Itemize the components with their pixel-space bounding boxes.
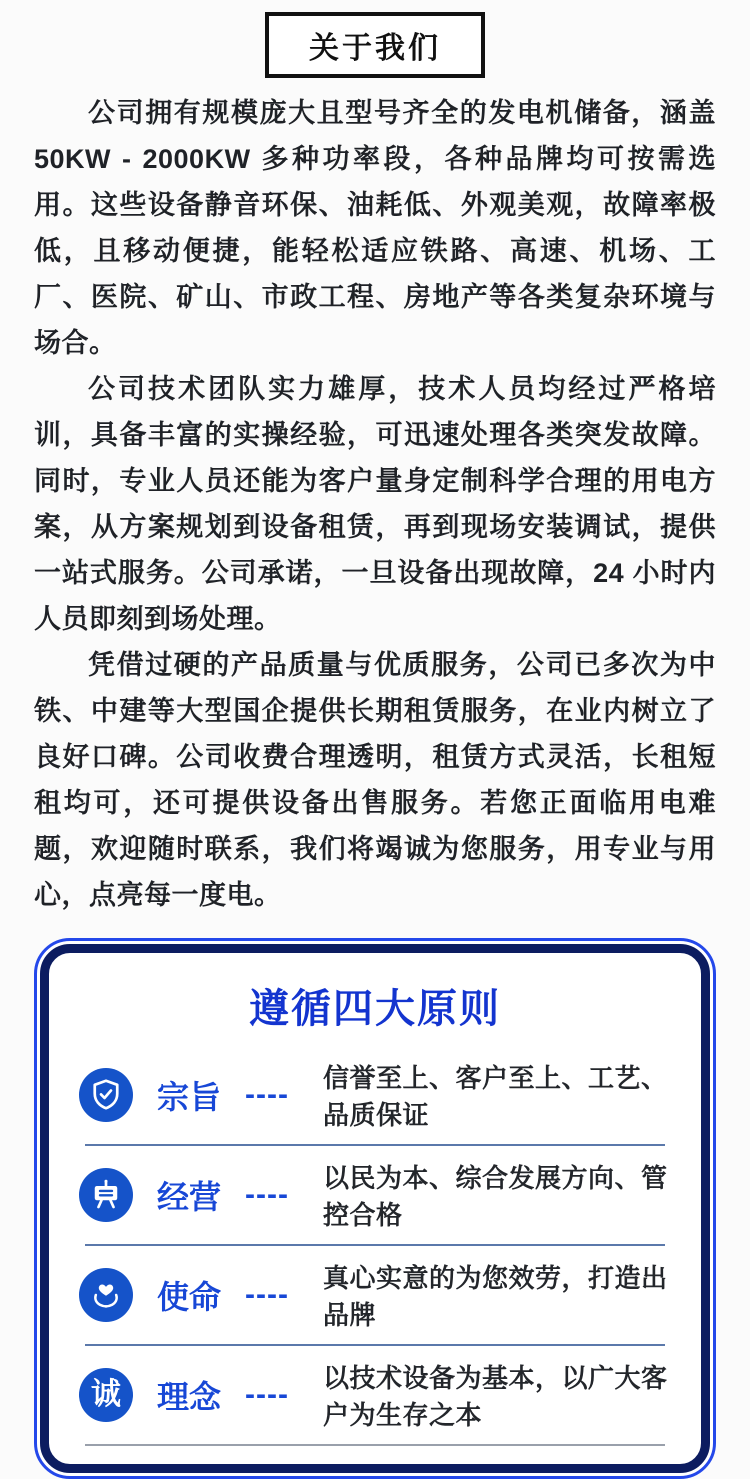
principle-dashes: ---- [245,1178,289,1211]
about-paragraph: 公司技术团队实力雄厚，技术人员均经过严格培训，具备丰富的实操经验，可迅速处理各类突发故障。同时，专业人员还能为客户量身定制科学合理的用电方案，从方案规划到设备租赁，再到现场安装调试，提供一站式服务。公司承诺，一旦设备出现故障，24 小时内人员即刻到场处理。 [34,374,716,634]
cheng-character-glyph: 诚 [91,1378,121,1411]
principle-label: 理念 [157,1379,222,1415]
shield-check-icon [79,1068,133,1122]
principle-text: 真心实意的为您效劳，打造出品牌 [322,1263,668,1330]
principle-label: 宗旨 [157,1079,222,1115]
principles-title: 遵循四大原则 [249,987,501,1031]
principle-dashes: ---- [245,1278,289,1311]
about-paragraph: 凭借过硬的产品质量与优质服务，公司已多次为中铁、中建等大型国企提供长期租赁服务，在业内树立了良好口碑。公司收费合理透明，租赁方式灵活，长租短租均可，还可提供设备出售服务。若您正面临用电难题，欢迎随时联系，我们将竭诚为您服务，用专业与用心，点亮每一度电。 [34,650,716,910]
divider [85,1444,665,1446]
principle-label: 使命 [157,1279,222,1315]
principle-dashes: ---- [245,1378,289,1411]
about-text-block [0,78,750,918]
principle-row-purpose [75,1046,675,1144]
principle-row-operation [75,1146,675,1244]
about-title: 关于我们 [265,12,485,78]
about-paragraph: 公司拥有规模庞大且型号齐全的发电机储备，涵盖50KW - 2000KW 多种功率段，各种品牌均可按需选用。这些设备静音环保、油耗低、外观美观，故障率极低，且移动便捷，能轻松适应铁路、高速、机场、工厂、医院、矿山、市政工程、房地产等各类复杂环境与场合。 [34,98,716,358]
cheng-character-icon [79,1368,133,1422]
principle-row-concept [75,1346,675,1444]
principle-text: 以民为本、综合发展方向、管控合格 [322,1163,668,1230]
principles-panel [34,938,716,1479]
presentation-board-icon [79,1168,133,1222]
principle-text: 信誉至上、客户至上、工艺、品质保证 [322,1063,668,1130]
principle-text: 以技术设备为基本，以广大客户为生存之本 [322,1363,668,1430]
principle-dashes: ---- [245,1078,289,1111]
principle-label: 经营 [157,1179,222,1215]
principle-row-mission [75,1246,675,1344]
principles-panel-inner [40,944,710,1473]
hands-heart-icon [79,1268,133,1322]
